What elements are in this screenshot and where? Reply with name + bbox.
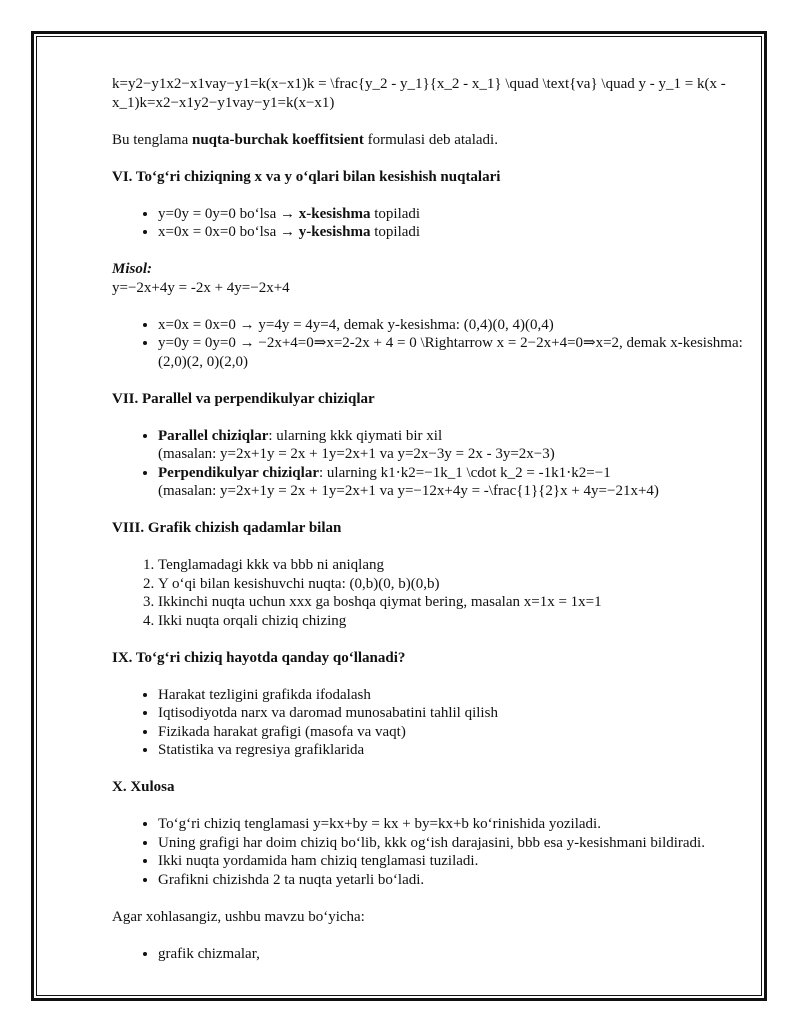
misol-block xyxy=(112,260,744,297)
misol-equation: y=−2x+4y = -2x + 4y=−2x+4 xyxy=(112,279,290,296)
list-item xyxy=(158,464,744,501)
item-bold: Perpendikulyar chiziqlar xyxy=(158,464,319,481)
closing-paragraph: Agar xohlasangiz, ushbu mavzu bo‘yicha: xyxy=(112,908,365,925)
section-8-list xyxy=(112,556,744,630)
item-bold: x-kesishma xyxy=(298,205,371,222)
list-item: • y=0y = 0y=0 → −2x+4=0⇒x=2-2x + 4 = 0 \Rightarrow x = 2−2x+4=0⇒x=2, demak x-kesishma: (2,0)(2, 0)(2,0) xyxy=(158,334,744,371)
list-item: 4. Ikki nuqta orqali chiziq chizing xyxy=(158,612,744,631)
section-10-heading: X. Xulosa xyxy=(112,779,175,795)
item-text: : ularning k1⋅k2=−1k_1 \cdot k_2 = -1k1⋅k2=−1 xyxy=(318,464,611,481)
list-item xyxy=(158,427,744,464)
misol-list xyxy=(112,316,744,372)
item-text: : ularning kkk qiymati bir xil xyxy=(268,427,443,444)
list-item xyxy=(158,223,744,242)
section-6-heading: VI. To‘g‘ri chiziqning x va y o‘qlari bilan kesishish nuqtalari xyxy=(112,168,501,185)
misol-title: Misol: xyxy=(112,261,153,277)
item-text: y=0y = 0y=0 bo‘lsa → xyxy=(158,205,299,222)
item-example: (masalan: y=2x+1y = 2x + 1y=2x+1 va y=2x−3y = 2x - 3y=2x−3) xyxy=(158,446,555,462)
section-9-heading: IX. To‘g‘ri chiziq hayotda qanday qo‘llanadi? xyxy=(112,649,406,666)
list-item: • Harakat tezligini grafikda ifodalash xyxy=(158,686,744,705)
document-body xyxy=(112,75,744,982)
item-example: (masalan: y=2x+1y = 2x + 1y=2x+1 va y=−12x+4y = -\frac{1}{2}x + 4y=−21x+4) xyxy=(158,483,659,499)
item-text: topiladi xyxy=(370,224,421,240)
list-item: • To‘g‘ri chiziq tenglamasi y=kx+by = kx + by=kx+b ko‘rinishida yoziladi. xyxy=(158,815,744,834)
item-text: x=0x = 0x=0 bo‘lsa → xyxy=(158,224,299,240)
closing-list xyxy=(112,945,744,964)
section-10-list xyxy=(112,815,744,889)
intro-bold: nuqta-burchak koeffitsient xyxy=(191,131,364,148)
list-item: • Ikki nuqta yordamida ham chiziq tenglamasi tuziladi. xyxy=(158,852,744,871)
section-7-heading: VII. Parallel va perpendikulyar chiziqlar xyxy=(112,390,375,407)
list-item xyxy=(158,205,744,224)
list-item: • grafik chizmalar, xyxy=(158,945,744,964)
section-8-heading: VIII. Grafik chizish qadamlar bilan xyxy=(112,520,342,536)
list-item: • x=0x = 0x=0 → y=4y = 4y=4, demak y-kesishma: (0,4)(0, 4)(0,4) xyxy=(158,316,744,335)
list-item: • Grafikni chizishda 2 ta nuqta yetarli bo‘ladi. xyxy=(158,871,744,890)
list-item: 2. Y o‘qi bilan kesishuvchi nuqta: (0,b)(0, b)(0,b) xyxy=(158,575,744,594)
list-item: • Iqtisodiyotda narx va daromad munosabatini tahlil qilish xyxy=(158,704,744,723)
list-item: 1. Tenglamadagi kkk va bbb ni aniqlang xyxy=(158,556,744,575)
item-bold: Parallel chiziqlar xyxy=(158,427,269,444)
item-text: topiladi xyxy=(370,205,421,222)
intro-pre: Bu tenglama xyxy=(112,131,192,148)
section-7-list xyxy=(112,427,744,501)
item-bold: y-kesishma xyxy=(298,224,371,240)
section-9-list xyxy=(112,686,744,760)
section-6-list xyxy=(112,205,744,242)
intro-post: formulasi deb ataladi. xyxy=(363,131,498,148)
formula-line: k=y2−y1x2−x1vay−y1=k(x−x1)k = \frac{y_2 - y_1}{x_2 - x_1} \quad \text{va} \quad y - y_1 = k(x - x_1)k=x2−x1y2−y1vay−y1=k(x−x1) xyxy=(112,76,726,111)
list-item: • Statistika va regresiya grafiklarida xyxy=(158,741,744,760)
list-item: • Uning grafigi har doim chiziq bo‘lib, kkk og‘ish darajasini, bbb esa y-kesishmani bildiradi. xyxy=(158,834,744,853)
intro-paragraph xyxy=(112,131,744,150)
list-item: • Fizikada harakat grafigi (masofa va vaqt) xyxy=(158,723,744,742)
list-item: 3. Ikkinchi nuqta uchun xxx ga boshqa qiymat bering, masalan x=1x = 1x=1 xyxy=(158,593,744,612)
